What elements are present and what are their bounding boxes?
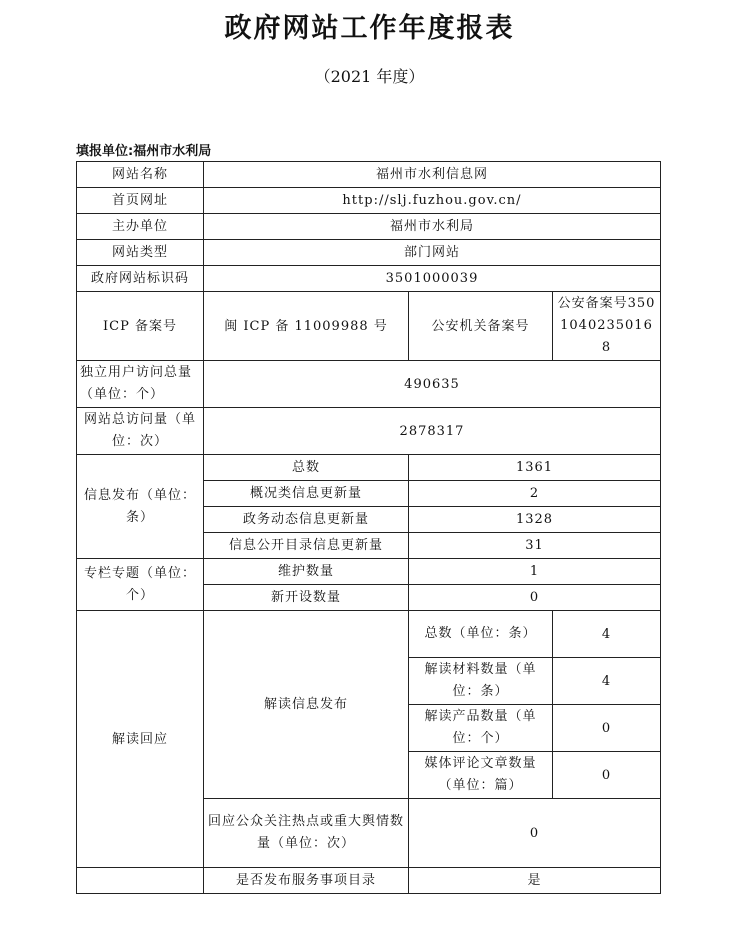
filler-value: 福州市水利局 [133, 144, 212, 159]
cell-value: 闽 ICP 备 11009988 号 [204, 292, 409, 361]
cell-label: 政府网站标识码 [77, 266, 204, 292]
table-row [77, 214, 661, 240]
cell-label: 维护数量 [204, 559, 409, 585]
cell-label: 解读回应 [77, 611, 204, 868]
cell-value: 福州市水利局 [204, 214, 661, 240]
cell-value: 4 [553, 658, 661, 705]
cell-label: 新开设数量 [204, 585, 409, 611]
cell-label: 公安机关备案号 [409, 292, 553, 361]
cell-label [77, 868, 204, 894]
filler-unit [76, 140, 211, 159]
cell-label: 总数 [204, 455, 409, 481]
cell-value: 490635 [204, 361, 661, 408]
cell-label: 专栏专题（单位：个） [77, 559, 204, 611]
cell-label: 解读材料数量（单位：条） [409, 658, 553, 705]
cell-value: 0 [553, 705, 661, 752]
cell-label: 首页网址 [77, 188, 204, 214]
cell-value: 4 [553, 611, 661, 658]
cell-value: 0 [409, 585, 661, 611]
cell-value: 3501000039 [204, 266, 661, 292]
table-row [77, 266, 661, 292]
report-table [76, 161, 661, 894]
cell-value: 0 [553, 752, 661, 799]
cell-label: 独立用户访问总量（单位：个） [77, 361, 204, 408]
table-row [77, 361, 661, 408]
cell-label: 信息公开目录信息更新量 [204, 533, 409, 559]
table-row [77, 292, 661, 361]
page-title: 政府网站工作年度报表 [224, 13, 515, 44]
table-row [77, 611, 661, 658]
table-row [77, 162, 661, 188]
cell-value: 2 [409, 481, 661, 507]
cell-value: 1361 [409, 455, 661, 481]
cell-value: 1328 [409, 507, 661, 533]
cell-label: 解读信息发布 [204, 611, 409, 799]
cell-label: 回应公众关注热点或重大舆情数量（单位：次） [204, 799, 409, 868]
cell-label: 网站名称 [77, 162, 204, 188]
report-year: （2021 年度） [314, 67, 425, 86]
table-row [77, 868, 661, 894]
homepage-link: http://slj.fuzhou.gov.cn/ [204, 188, 661, 214]
cell-value: 2878317 [204, 408, 661, 455]
cell-label: 主办单位 [77, 214, 204, 240]
cell-value: 部门网站 [204, 240, 661, 266]
cell-label: 解读产品数量（单位：个） [409, 705, 553, 752]
table-row [77, 240, 661, 266]
cell-label: 网站类型 [77, 240, 204, 266]
table-row [77, 408, 661, 455]
cell-label: 概况类信息更新量 [204, 481, 409, 507]
table-row [77, 559, 661, 585]
cell-label: 政务动态信息更新量 [204, 507, 409, 533]
cell-value: 公安备案号35010402350168 [553, 292, 661, 361]
cell-label: 媒体评论文章数量（单位：篇） [409, 752, 553, 799]
cell-value: 31 [409, 533, 661, 559]
cell-value: 1 [409, 559, 661, 585]
cell-label: 总数（单位：条） [409, 611, 553, 658]
cell-label: 信息发布（单位：条） [77, 455, 204, 559]
table-row [77, 455, 661, 481]
cell-label: 网站总访问量（单位：次） [77, 408, 204, 455]
cell-label: ICP 备案号 [77, 292, 204, 361]
cell-value: 0 [409, 799, 661, 868]
cell-value: 福州市水利信息网 [204, 162, 661, 188]
filler-label: 填报单位: [76, 144, 134, 159]
table-row [77, 188, 661, 214]
cell-label: 是否发布服务事项目录 [204, 868, 409, 894]
cell-value: 是 [409, 868, 661, 894]
